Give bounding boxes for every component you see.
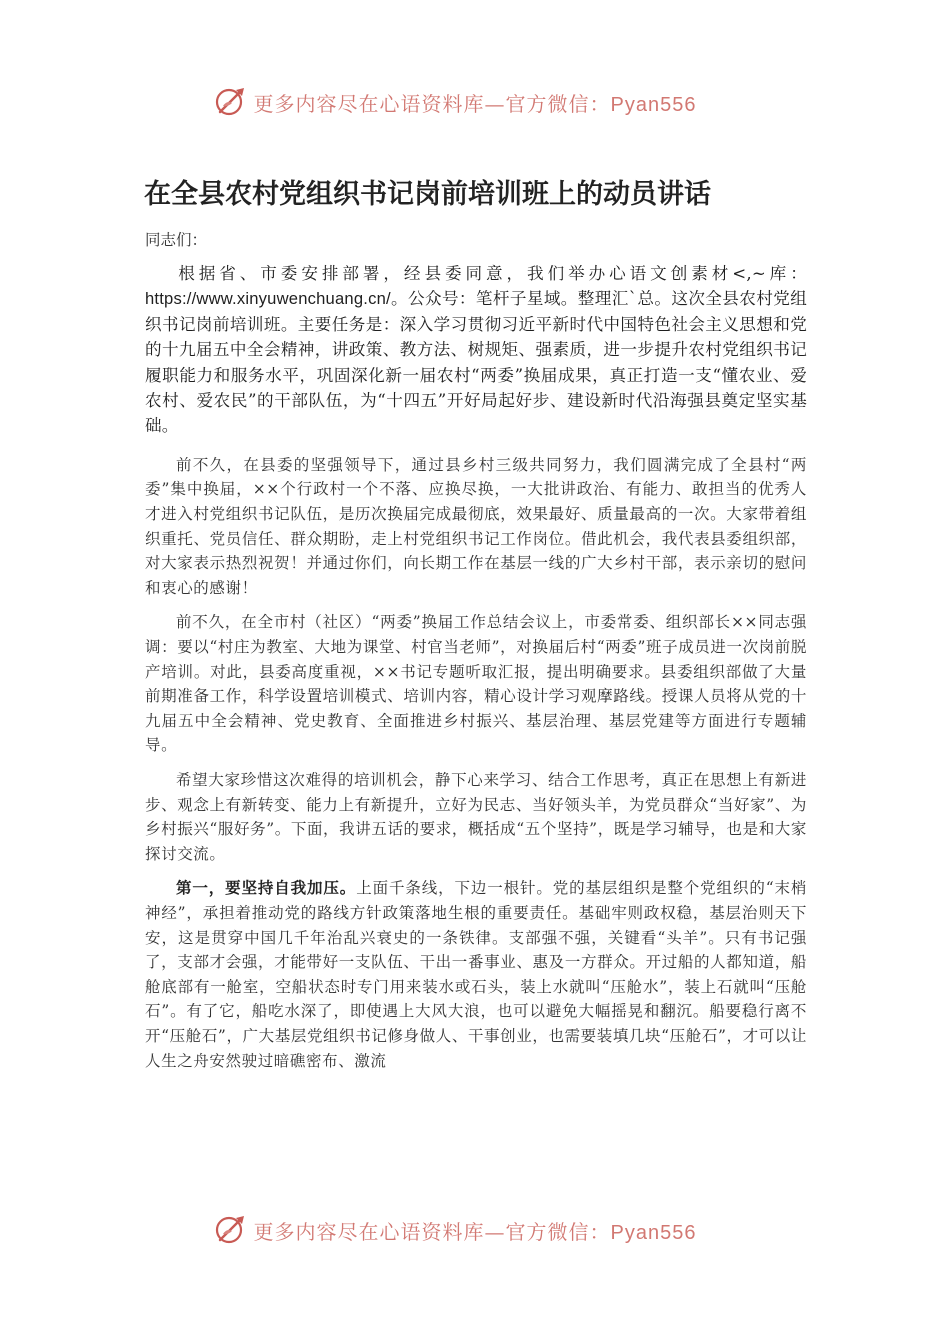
paragraph-5	[145, 876, 807, 1073]
header-watermark	[0, 82, 950, 122]
paragraph-3: 前不久，在全市村（社区）“两委”换届工作总结会议上，市委常委、组织部长××同志强调：要以“村庄为教室、大地为课堂、村官当老师”，对换届后村“两委”班子成员进一次岗前脱产培训。对此，县委高度重视，××书记专题听取汇报，提出明确要求。县委组织部做了大量前期准备工作，科学设置培训模式、培训内容，精心设计学习观摩路线。授课人员将从党的十九届五中全会精神、党史教育、全面推进乡村振兴、基层治理、基层党建等方面进行专题辅导。	[145, 613, 807, 755]
paragraph-1-text-a: 根据省、市委安排部署，经县委同意，我们举办心语文创素材<,~库：	[178, 264, 807, 283]
paragraph-1	[145, 261, 807, 439]
watermark-wechat-id: Pyan556	[610, 93, 697, 116]
footer-watermark	[0, 1210, 950, 1250]
watermark-text-cn-bottom: 更多内容尽在心语资料库—官方微信：	[253, 1219, 611, 1244]
website-url: https://www.xinyuwenchuang.cn/	[145, 289, 391, 309]
document-title: 在全县农村党组织书记岗前培训班上的动员讲话	[144, 179, 711, 210]
section-lead: 第一，要坚持自我加压。	[176, 878, 357, 898]
paragraph-2: 前不久，在县委的坚强领导下，通过县乡村三级共同努力，我们圆满完成了全县村“两委”集中换届，××个行政村一个不落、应换尽换，一大批讲政治、有能力、敢担当的优秀人才进入村党组织书记队伍，是历次换届完成最彻底，效果最好、质量最高的一次。大家带着组织重托、党员信任、群众期盼，走上村党组织书记工作岗位。借此机会，我代表县委组织部，对大家表示热烈祝贺！并通过你们，向长期工作在基层一线的广大乡村干部，表示亲切的慰问和衷心的感谢！	[145, 455, 807, 597]
pen-logo-icon	[214, 85, 248, 119]
watermark-text-bottom	[254, 1216, 697, 1245]
watermark-group	[214, 85, 697, 119]
watermark-text	[254, 88, 697, 117]
paragraph-1-text-b: 。公众号：笔杆子星域。整理汇`总。这次全县农村党组织书记岗前培训班。主要任务是：深入学习贯彻习近平新时代中国特色社会主义思想和党的十九届五中全会精神，讲政策、教方法、树规矩、强素质，进一步提升农村党组织书记履职能力和服务水平，巩固深化新一届农村“两委”换届成果，真正打造一支“懂农业、爱农村、爱农民”的干部队伍，为“十四五”开好局起好步、建设新时代沿海强县奠定坚实基础。	[145, 289, 807, 436]
watermark-text-cn: 更多内容尽在心语资料库—官方微信：	[253, 91, 611, 116]
watermark-wechat-id-bottom: Pyan556	[610, 1221, 697, 1244]
watermark-group-bottom	[214, 1213, 697, 1247]
greeting: 同志们：	[145, 231, 208, 249]
document-body	[145, 228, 807, 1083]
paragraph-5-body: 上面千条线，下边一根针。党的基层组织是整个党组织的“末梢神经”，承担着推动党的路线方针政策落地生根的重要责任。基础牢则政权稳，基层治则天下安，这是贯穿中国几千年治乱兴衰史的一条铁律。支部强不强，关键看“头羊”。只有书记强了，支部才会强，才能带好一支队伍、干出一番事业、惠及一方群众。开过船的人都知道，船舱底部有一舱室，空船状态时专门用来装水或石头，装上水就叫“压舱水”，装上石就叫“压舱石”。有了它，船吃水深了，即使遇上大风大浪，也可以避免大幅摇晃和翻沉。船要稳行离不开“压舱石”，广大基层党组织书记修身做人、干事创业，也需要装填几块“压舱石”，才可以让人生之舟安然驶过暗礁密布、激流	[145, 879, 807, 1070]
paragraph-4: 希望大家珍惜这次难得的培训机会，静下心来学习、结合工作思考，真正在思想上有新进步、观念上有新转变、能力上有新提升，立好为民志、当好领头羊，为党员群众“当好家”、为乡村振兴“服好务”。下面，我讲五话的要求，概括成“五个坚持”，既是学习辅导，也是和大家探讨交流。	[145, 770, 807, 863]
pen-logo-icon	[214, 1213, 248, 1247]
